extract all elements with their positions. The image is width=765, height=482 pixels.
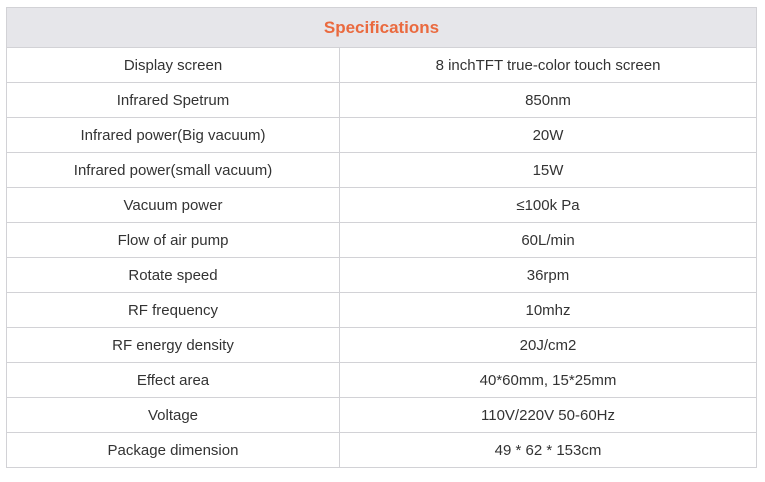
table-row <box>7 118 757 153</box>
spec-value: 110V/220V 50-60Hz <box>340 398 757 433</box>
spec-label: Flow of air pump <box>7 223 340 258</box>
spec-value: 8 inchTFT true-color touch screen <box>340 48 757 83</box>
spec-value: 10mhz <box>340 293 757 328</box>
spec-label: Infrared power(small vacuum) <box>7 153 340 188</box>
table-row <box>7 363 757 398</box>
table-row <box>7 153 757 188</box>
spec-value: 60L/min <box>340 223 757 258</box>
spec-label: Infrared power(Big vacuum) <box>7 118 340 153</box>
spec-value: 36rpm <box>340 258 757 293</box>
spec-value: 49 * 62 * 153cm <box>340 433 757 468</box>
spec-label: Package dimension <box>7 433 340 468</box>
table-row <box>7 433 757 468</box>
spec-value: 20W <box>340 118 757 153</box>
spec-value: 20J/cm2 <box>340 328 757 363</box>
table-row <box>7 223 757 258</box>
spec-value: 850nm <box>340 83 757 118</box>
spec-label: RF frequency <box>7 293 340 328</box>
table-row <box>7 293 757 328</box>
spec-label: Effect area <box>7 363 340 398</box>
table-row <box>7 258 757 293</box>
spec-label: Infrared Spetrum <box>7 83 340 118</box>
spec-value: 15W <box>340 153 757 188</box>
spec-label: Rotate speed <box>7 258 340 293</box>
spec-label: RF energy density <box>7 328 340 363</box>
spec-value: 40*60mm, 15*25mm <box>340 363 757 398</box>
table-row <box>7 48 757 83</box>
table-row <box>7 188 757 223</box>
specifications-table <box>6 7 757 468</box>
spec-label: Voltage <box>7 398 340 433</box>
table-title: Specifications <box>7 8 757 48</box>
table-header-row <box>7 8 757 48</box>
spec-label: Display screen <box>7 48 340 83</box>
table-row <box>7 328 757 363</box>
table-row <box>7 398 757 433</box>
spec-value: ≤100k Pa <box>340 188 757 223</box>
spec-label: Vacuum power <box>7 188 340 223</box>
table-row <box>7 83 757 118</box>
